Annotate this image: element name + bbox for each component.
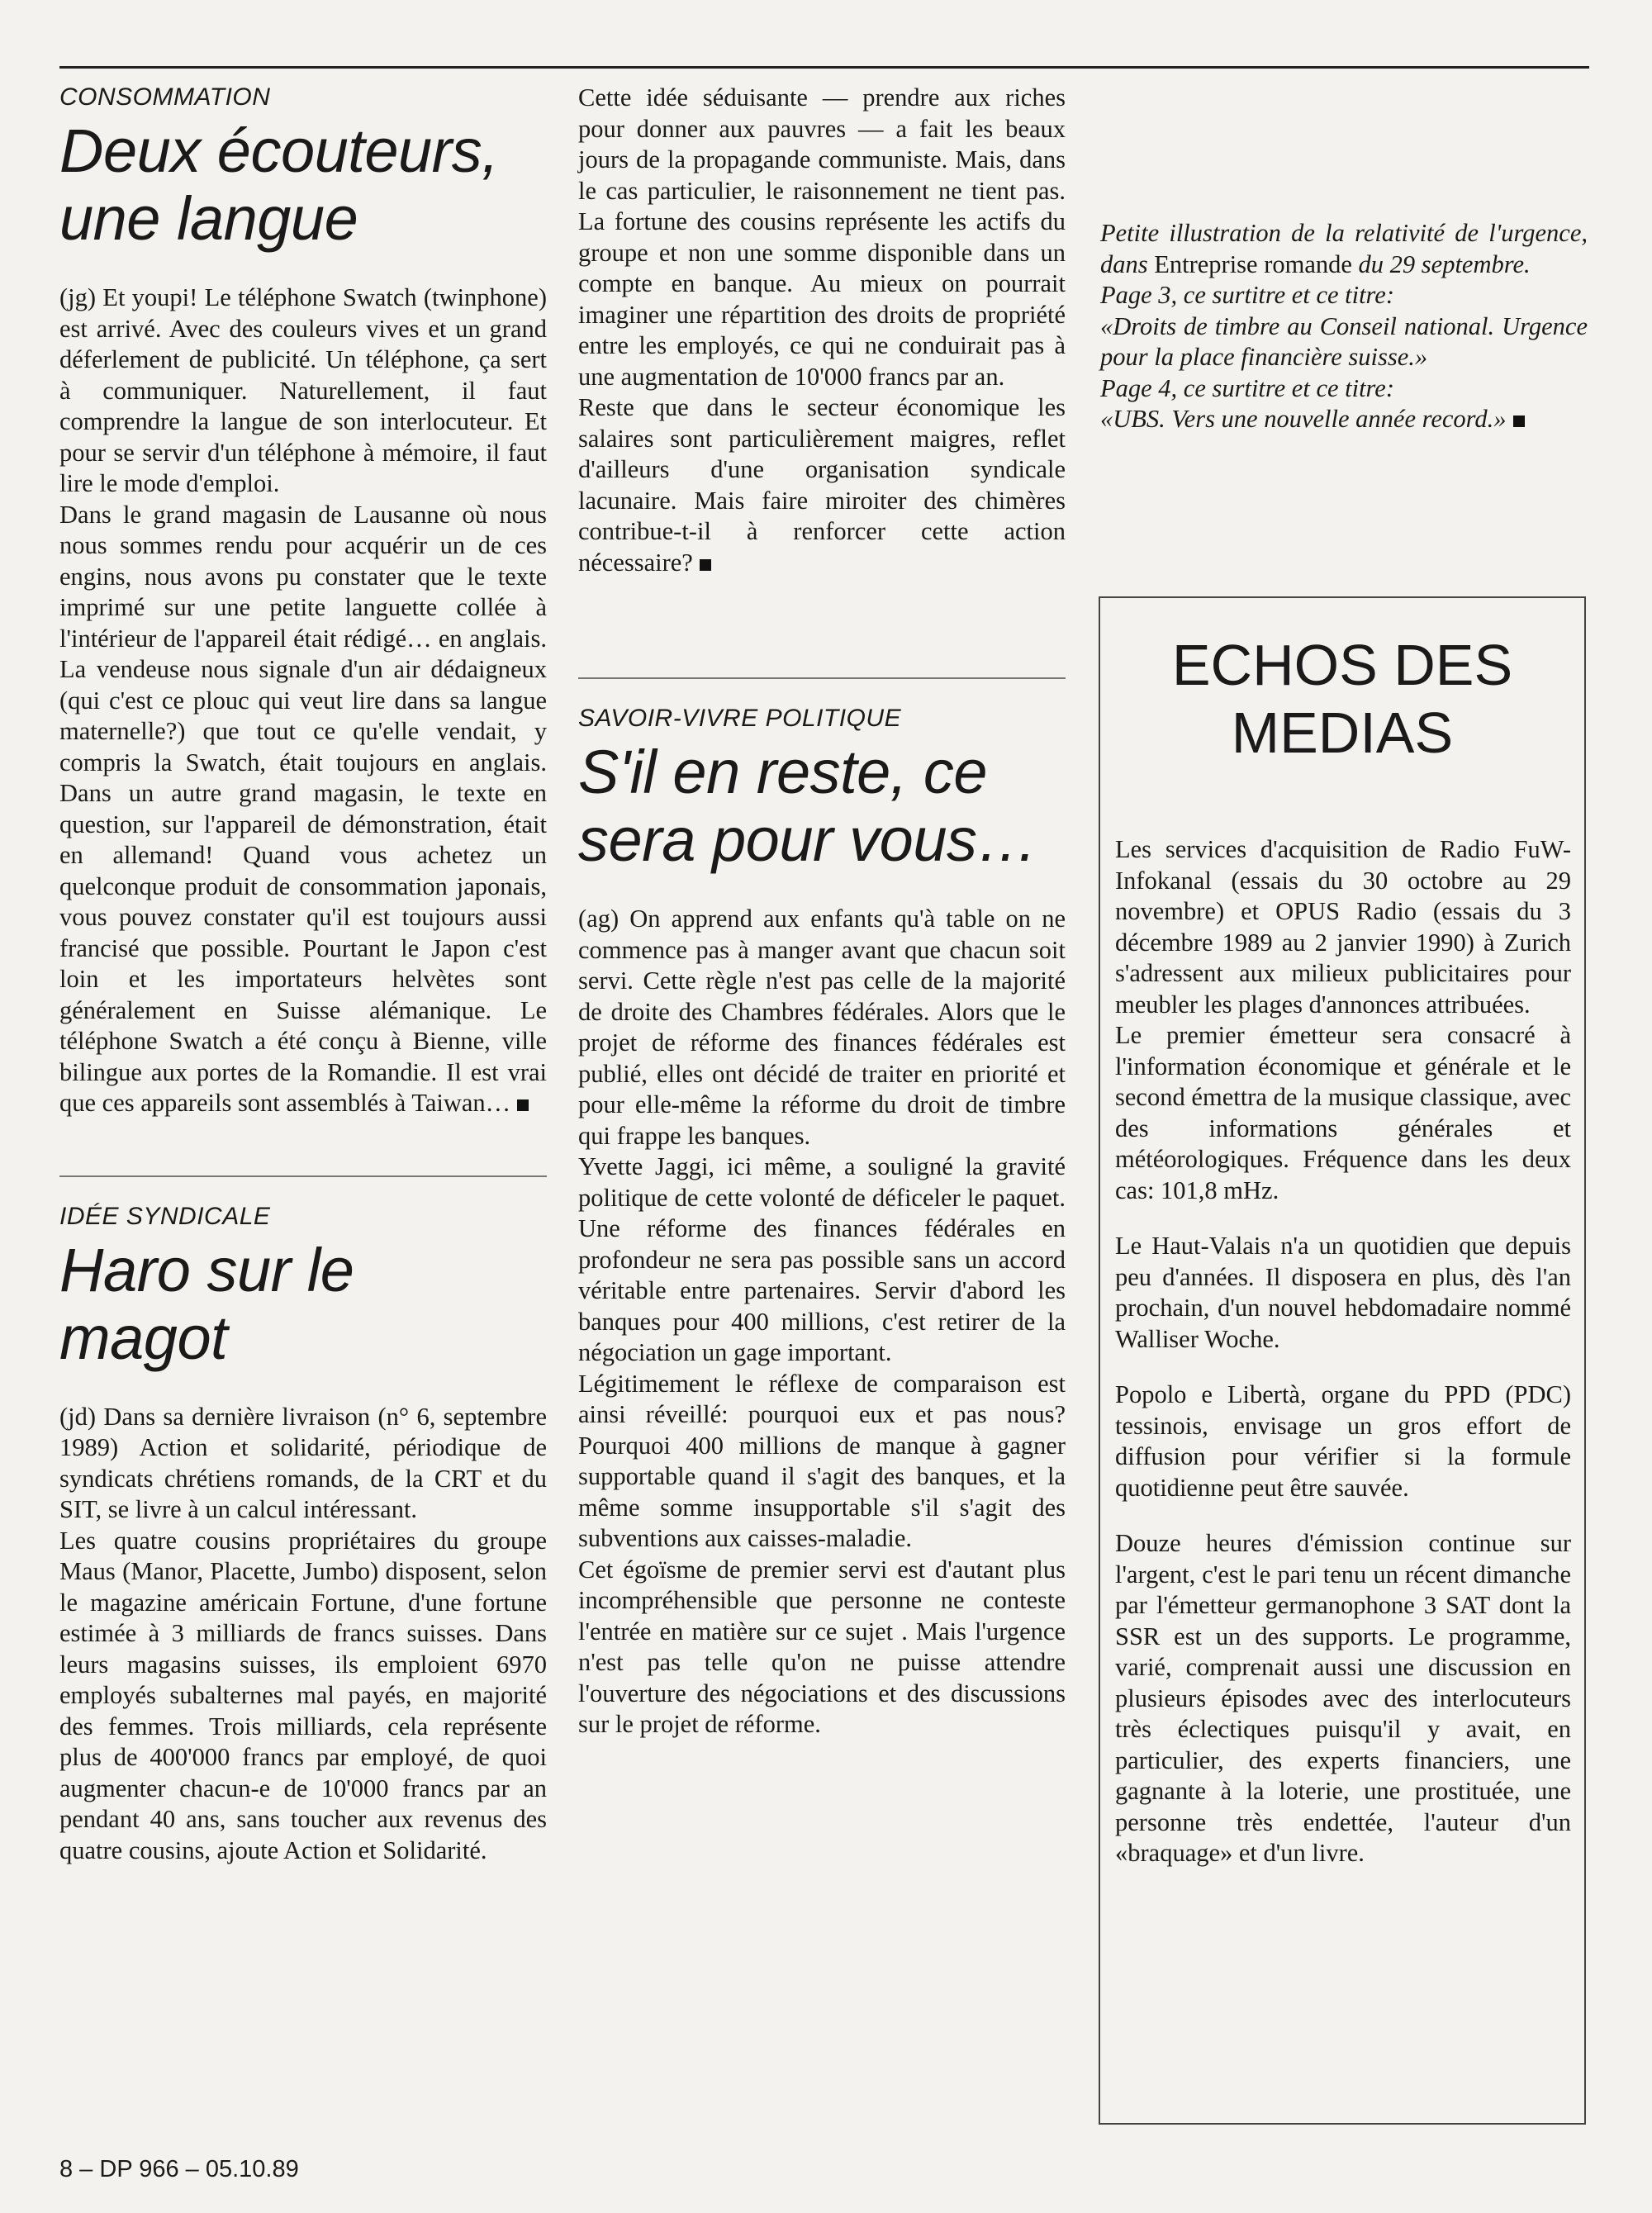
paragraph: Légitimement le réflexe de comparaison est ainsi réveillé: pourquoi eux et pas nous? Pourquoi 400 millions de manque à gagner supportable quand il s'agit des banques, et la même somme insupportable s'il s'agit des subventions aux caisses-maladie. — [578, 1369, 1066, 1552]
paragraph: Yvette Jaggi, ici même, a souligné la gravité politique de cette volonté de déficeler le paquet. Une réforme des finances fédérales en profondeur ne sera pas possible sans un accord véritable entre partenaires. Servir d'abord les banques pour 400 millions, c'est retirer de la négociation un gage important. — [578, 1152, 1066, 1366]
box-body — [1100, 834, 1584, 1869]
column-1 — [59, 83, 547, 1866]
paragraph: Le Haut-Valais n'a un quotidien que depuis peu d'années. Il disposera en plus, dès l'an prochain, d'un nouvel hebdomadaire nommé Walliser Woche. — [1115, 1232, 1571, 1353]
paragraph: Dans le grand magasin de Lausanne où nous nous sommes rendu pour acquérir un de ces engins, nous avons pu constater que le texte imprimé sur une petite languette collée à l'intérieur de l'appareil était rédigé… en anglais. La vendeuse nous signale d'un air dédaigneux (qui c'est ce plouc qui veut lire dans sa langue maternelle?) que tout ce qu'elle vendait, y compris la Swatch, était toujours en anglais. Dans un autre grand magasin, le texte en question, sur l'appareil de démonstration, était en allemand! Quand vous achetez un quelconque produit de consommation japonais, vous pouvez constater qu'il est toujours aussi francisé que possible. Pourtant le Japon c'est loin et les importateurs helvètes sont généralement en Suisse alémanique. Le téléphone Swatch a été conçu à Bienne, ville bilingue aux portes de la Romandie. Il est vrai que ces appareils sont assemblés à Taiwan… — [59, 500, 547, 1117]
article-savoir-vivre — [578, 704, 1066, 1740]
end-mark-icon — [1513, 416, 1525, 427]
article-body — [59, 1402, 547, 1867]
echos-des-medias-box — [1099, 596, 1586, 2125]
note-line: Petite illustration de la relativité de l'urgence, dans Entreprise romande du 29 septembre. — [1100, 219, 1588, 278]
urgency-note — [1100, 218, 1588, 435]
page-footer: 8 – DP 966 – 05.10.89 — [59, 2156, 299, 2182]
end-mark-icon — [517, 1099, 529, 1111]
top-rule — [59, 66, 1589, 69]
article-kicker: SAVOIR-VIVRE POLITIQUE — [578, 705, 902, 732]
article-body-continued — [578, 83, 1066, 578]
paragraph: Reste que dans le secteur économique les salaires sont particulièrement maigres, reflet d'ailleurs d'une organisation syndicale lacunaire. Mais faire miroiter des chimères contribue-t-il à renforcer cette action nécessaire? — [578, 393, 1066, 577]
paragraph: Cet égoïsme de premier servi est d'autant plus incompréhensible que personne ne conteste l'entrée en matière sur ce sujet . Mais l'urgence n'est pas telle qu'on ne puisse attendre l'ouverture des négociations et des discussions sur le projet de réforme. — [578, 1555, 1066, 1738]
article-headline: Haro sur le magot — [59, 1235, 354, 1372]
paragraph: (jg) Et youpi! Le téléphone Swatch (twinphone) est arrivé. Avec des couleurs vives et un grand déferlement de publicité. Un téléphone, ça sert à communiquer. Naturellement, il faut comprendre la langue de son interlocuteur. Et pour se servir d'un téléphone à mémoire, il faut lire le mode d'emploi. — [59, 283, 547, 497]
paragraph: (jd) Dans sa dernière livraison (n° 6, septembre 1989) Action et solidarité, périodique de syndicats chrétiens romands, de la CRT et du SIT, se livre à un calcul intéressant. — [59, 1402, 547, 1523]
paragraph: Les services d'acquisition de Radio FuW-Infokanal (essais du 30 octobre au 29 novembre) et OPUS Radio (essais du 3 décembre 1989 au 2 janvier 1990) à Zurich s'adressent aux milieux publicitaires pour meubler les plages d'annonces attribuées. — [1115, 835, 1571, 1019]
note-line: «Droits de timbre au Conseil national. Urgence pour la place financière suisse.» — [1100, 311, 1588, 371]
paragraph: (ag) On apprend aux enfants qu'à table on ne commence pas à manger avant que chacun soit servi. Cette règle n'est pas celle de la majorité de droite des Chambres fédérales. Alors que le projet de réforme des finances fédérales est publié, elles ont décidé de traiter en priorité et pour elle-même la réforme du droit de timbre qui frappe les banques. — [578, 905, 1066, 1150]
article-body — [578, 904, 1066, 1740]
article-kicker: CONSOMMATION — [59, 83, 271, 111]
article-kicker: IDÉE SYNDICALE — [59, 1202, 271, 1230]
article-headline: Deux écouteurs, une langue — [59, 116, 499, 253]
article-headline: S'il en reste, ce sera pour vous… — [578, 738, 1037, 874]
end-mark-icon — [700, 559, 711, 571]
paragraph: Douze heures d'émission continue sur l'argent, c'est le pari tenu un récent dimanche par l'émetteur germanophone 3 SAT dont la SSR est un des supports. Le programme, varié, comprenait aussi une discussion en plusieurs épisodes avec des interlocuteurs très éclectiques puisqu'il y avait, en particulier, des experts financiers, une gagnante à la loterie, une prostituée, une personne très endettée, l'auteur d'un «braquage» et d'un livre. — [1115, 1529, 1571, 1867]
note-line: «UBS. Vers une nouvelle année record.» — [1100, 404, 1588, 435]
paragraph: Cette idée séduisante — prendre aux riches pour donner aux pauvres — a fait les beaux jours de la propagande communiste. Mais, dans le cas particulier, le raisonnement ne tient pas. La fortune des cousins représente les actifs du groupe et non une somme disponible dans un compte en banque. Au mieux on pourrait imaginer une répartition des droits de propriété entre les employés, ce qui ne conduirait pas à une augmentation de 10'000 francs par an. — [578, 83, 1066, 391]
box-title: ECHOS DES MEDIAS — [1171, 633, 1513, 765]
note-line: Page 3, ce surtitre et ce titre: — [1100, 281, 1394, 309]
article-consommation — [59, 83, 547, 1119]
column-2 — [578, 83, 1066, 1740]
article-separator — [59, 1175, 547, 1177]
paragraph: Popolo e Libertà, organe du PPD (PDC) tessinois, envisage un gros effort de diffusion pour vérifier si la formule quotidienne peut être sauvée. — [1115, 1380, 1571, 1502]
article-body — [59, 283, 547, 1119]
paragraph: Les quatre cousins propriétaires du groupe Maus (Manor, Placette, Jumbo) disposent, selon le magazine américain Fortune, d'une fortune estimée à 3 milliards de francs suisses. Dans leurs magasins suisses, ils emploient 6970 employés subalternes mal payés, en majorité des femmes. Trois milliards, cela représente plus de 400'000 francs par employé, de quoi augmenter chacun-e de 10'000 francs par an pendant 40 ans, sans toucher aux revenus des quatre cousins, ajoute Action et Solidarité. — [59, 1526, 547, 1864]
paragraph: Le premier émetteur sera consacré à l'information économique et générale et le second émettra de la musique classique, avec des informations générales et météorologiques. Fréquence dans les deux cas: 101,8 mHz. — [1115, 1021, 1571, 1204]
column-3 — [1100, 83, 1588, 435]
article-separator — [578, 677, 1066, 679]
note-line: Page 4, ce surtitre et ce titre: — [1100, 373, 1394, 402]
article-idee-syndicale — [59, 1202, 547, 1867]
